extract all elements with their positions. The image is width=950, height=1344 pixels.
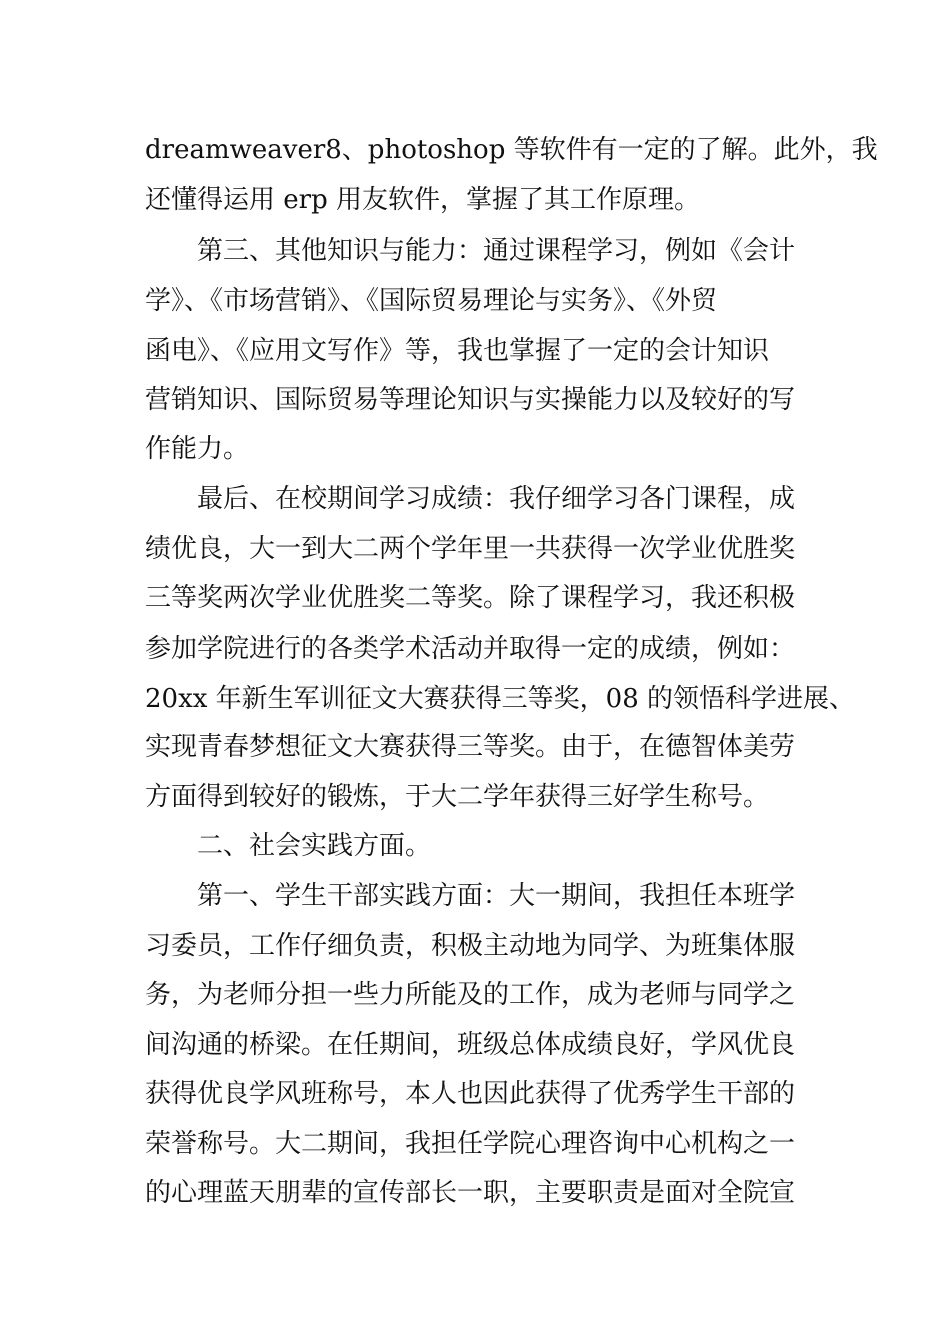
paragraph-first-line: 第一、学生干部实践方面：大一期间，我担任本班学 — [197, 881, 796, 911]
text-line: 营销知识、国际贸易等理论知识与实操能力以及较好的写 — [145, 385, 796, 415]
text-line: 荣誉称号。大二期间，我担任学院心理咨询中心机构之一 — [145, 1129, 796, 1159]
section-heading: 二、社会实践方面。 — [197, 831, 432, 861]
text-line: 的心理蓝天朋辈的宣传部长一职，主要职责是面对全院宣 — [145, 1178, 796, 1208]
text-line: 20xx 年新生军训征文大赛获得三等奖，08 的领悟科学进展、 — [145, 684, 856, 714]
text-line: 三等奖两次学业优胜奖二等奖。除了课程学习，我还积极 — [145, 583, 796, 613]
text-line: 习委员，工作仔细负责，积极主动地为同学、为班集体服 — [145, 931, 796, 961]
text-line: 绩优良，大一到大二两个学年里一共获得一次学业优胜奖 — [145, 534, 796, 564]
text-line: 获得优良学风班称号，本人也因此获得了优秀学生干部的 — [145, 1079, 796, 1109]
text-line: 务，为老师分担一些力所能及的工作，成为老师与同学之 — [145, 980, 796, 1010]
text-line: dreamweaver8、photoshop 等软件有一定的了解。此外，我 — [145, 135, 878, 165]
paragraph-first-line: 第三、其他知识与能力：通过课程学习，例如《会计 — [197, 236, 796, 266]
text-line: 实现青春梦想征文大赛获得三等奖。由于，在德智体美劳 — [145, 732, 796, 762]
text-line: 方面得到较好的锻炼，于大二学年获得三好学生称号。 — [145, 782, 770, 812]
text-line: 学》、《市场营销》、《国际贸易理论与实务》、《外贸 — [145, 286, 718, 316]
text-line: 还懂得运用 erp 用友软件，掌握了其工作原理。 — [145, 185, 700, 215]
text-line: 间沟通的桥梁。在任期间，班级总体成绩良好，学风优良 — [145, 1030, 796, 1060]
text-line: 函电》、《应用文写作》等，我也掌握了一定的会计知识 — [145, 336, 770, 366]
paragraph-first-line: 最后、在校期间学习成绩：我仔细学习各门课程，成 — [197, 484, 796, 514]
text-line: 参加学院进行的各类学术活动并取得一定的成绩，例如： — [145, 634, 796, 664]
text-line: 作能力。 — [145, 434, 250, 464]
